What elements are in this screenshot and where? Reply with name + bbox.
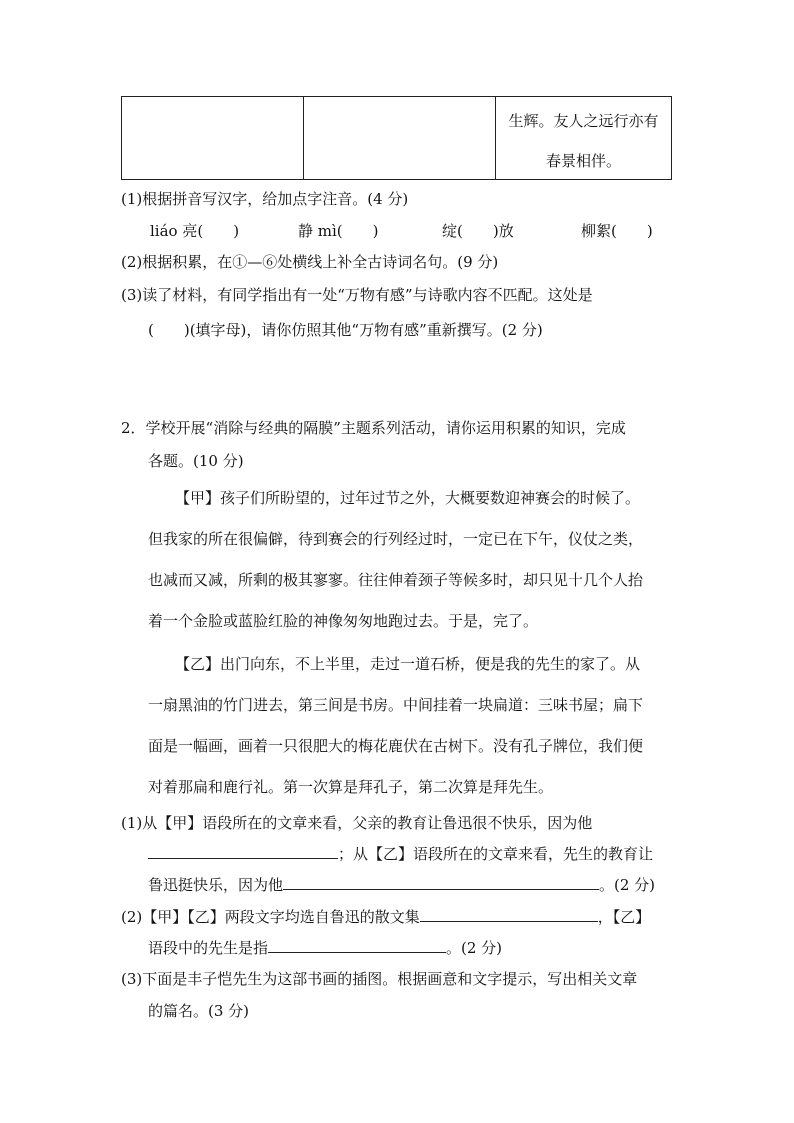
question-text: ，【乙】 (597, 908, 651, 926)
passage-jia-line: 【甲】孩子们所盼望的，过年过节之外，大概要数迎神赛会的时候了。 (175, 489, 641, 507)
pinyin-item: 绽( )放 (442, 222, 514, 240)
question-text: 。(2 分) (446, 939, 503, 957)
answer-blank[interactable] (268, 938, 446, 953)
table-cell (304, 97, 496, 180)
pinyin-item: 静 mì( ) (298, 222, 379, 240)
table-cell-text: 春景相伴。 (545, 152, 621, 170)
question-2-title-cont: 各题。(10 分) (148, 452, 244, 470)
question-2-sub3-cont: 的篇名。(3 分) (148, 1002, 250, 1020)
passage-yi-line: 【乙】出门向东，不上半里，走过一道石桥，便是我的先生的家了。从 (175, 655, 641, 673)
pinyin-item: liáo 亮( ) (150, 222, 240, 240)
question-1-sub2: (2)根据积累，在①—⑥处横线上补全古诗词名句。(9 分) (121, 253, 499, 271)
question-2-title: 2．学校开展“消除与经典的隔膜”主题系列活动，请你运用积累的知识，完成 (121, 419, 626, 437)
material-table (121, 96, 672, 180)
passage-jia-line: 着一个金脸或蓝脸红脸的神像匆匆地跑过去。于是，完了。 (148, 612, 539, 630)
table-cell (122, 97, 304, 180)
question-text: (2)【甲】【乙】两段文字均选自鲁迅的散文集 (121, 908, 420, 926)
question-2-sub1: (1)从【甲】语段所在的文章来看，父亲的教育让鲁迅很不快乐，因为他 (121, 814, 593, 832)
pinyin-item: 柳絮( ) (581, 222, 653, 240)
passage-yi-line: 对着那扁和鹿行礼。第一次算是拜孔子，第二次算是拜先生。 (148, 778, 554, 796)
question-text: 鲁迅挺快乐，因为他 (148, 876, 284, 894)
question-2-sub1-cont (148, 843, 653, 864)
question-1-sub3-cont: ( )(填字母)，请你仿照其他“万物有感”重新撰写。(2 分) (148, 321, 543, 339)
passage-jia-line: 也减而又减，所剩的极其寥寥。往往伸着颈子等候多时，却只见十几个人抬 (148, 571, 644, 589)
passage-yi-line: 一扇黑油的竹门进去，第三间是书房。中间挂着一块扁道：三味书屋；扁下 (148, 696, 644, 714)
answer-blank[interactable] (420, 907, 598, 922)
table-cell-text: 生辉。友人之远行亦有 (508, 112, 659, 130)
question-1-sub3: (3)读了材料，有同学指出有一处“万物有感”与诗歌内容不匹配。这处是 (121, 286, 593, 304)
passage-jia-line: 但我家的所在很偏僻，待到赛会的行列经过时，一定已在下午，仪仗之类， (148, 530, 644, 548)
table-cell (496, 97, 672, 180)
question-2-sub3: (3)下面是丰子恺先生为这部书画的插图。根据画意和文字提示，写出相关文章 (121, 970, 638, 988)
answer-blank[interactable] (283, 875, 599, 890)
question-text: 语段中的先生是指 (148, 939, 269, 957)
passage-yi-line: 面是一幅画，画着一只很肥大的梅花鹿伏在古树下。没有孔子牌位，我们便 (148, 737, 644, 755)
question-2-sub2 (121, 906, 650, 927)
question-2-sub2-cont (148, 937, 502, 958)
question-2-sub1-cont2 (148, 874, 655, 895)
question-text: 。(2 分) (599, 876, 656, 894)
question-text: ；从【乙】语段所在的文章来看，先生的教育让 (338, 845, 654, 863)
answer-blank[interactable] (148, 844, 338, 859)
question-1-sub1: (1)根据拼音写汉字，给加点字注音。(4 分) (121, 190, 409, 208)
